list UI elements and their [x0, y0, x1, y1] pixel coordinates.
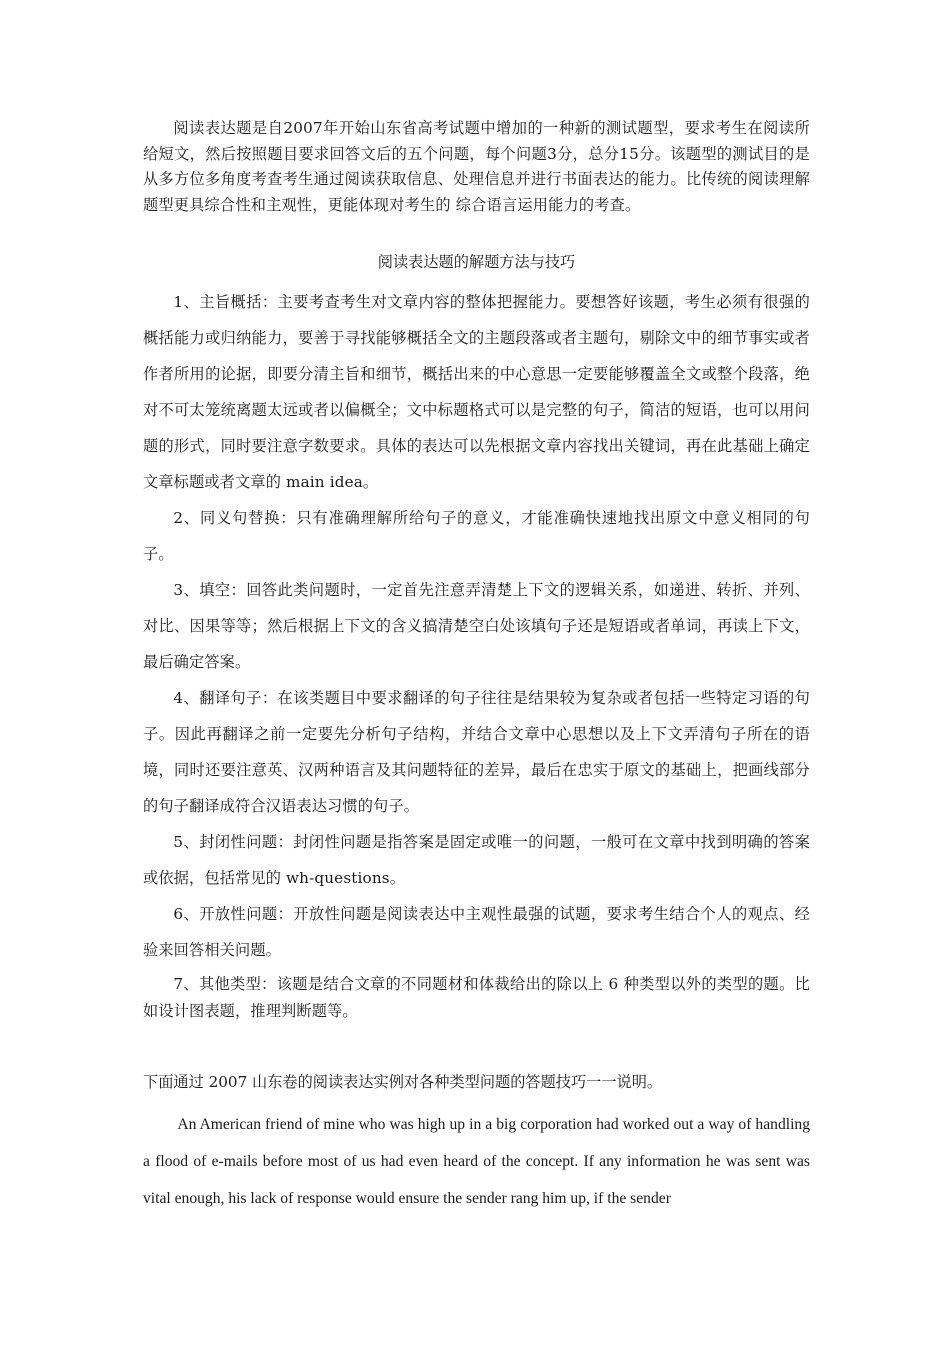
english-passage: An American friend of mine who was high up in a big corporation had worked out a way of handling a flood of e-mails before most of us had even heard of the concept. If any information he was sent was vital enough, his lack of response would ensure the sender rang him up, if the sender: [143, 1116, 810, 1207]
transition-sentence: 下面通过 2007 山东卷的阅读表达实例对各种类型问题的答题技巧一一说明。: [143, 1073, 663, 1091]
intro-paragraph: 阅读表达题是自2007年开始山东省高考试题中增加的一种新的测试题型，要求考生在阅读所给短文，然后按照题目要求回答文后的五个问题，每个问题3分，总分15分。该题型的测试目的是从多方位多角度考查考生通过阅读获取信息、处理信息并进行书面表达的能力。比传统的阅读理解题型更具综合性和主观性，更能体现对考生的 综合语言运用能力的考查。: [143, 119, 810, 214]
methods-list: [143, 284, 810, 1025]
method-other-types: 7、其他类型：该题是结合文章的不同题材和体裁给出的除以上 6 种类型以外的类型的题。比如设计图表题，推理判断题等。: [143, 975, 810, 1020]
method-main-idea: 1、主旨概括：主要考查考生对文章内容的整体把握能力。要想答好该题，考生必须有很强的概括能力或归纳能力，要善于寻找能够概括全文的主题段落或者主题句，剔除文中的细节事实或者作者所用的论据，即要分清主旨和细节，概括出来的中心意思一定要能够覆盖全文或整个段落，绝对不可太笼统离题太远或者以偏概全；文中标题格式可以是完整的句子，简洁的短语，也可以用问题的形式，同时要注意字数要求。具体的表达可以先根据文章内容找出关键词，再在此基础上确定文章标题或者文章的 main idea。: [143, 293, 810, 491]
method-synonym-replacement: 2、同义句替换：只有准确理解所给句子的意义，才能准确快速地找出原文中意义相同的句子。: [143, 509, 810, 563]
section-heading: 阅读表达题的解题方法与技巧: [377, 253, 576, 271]
method-open-question: 6、开放性问题：开放性问题是阅读表达中主观性最强的试题，要求考生结合个人的观点、经验来回答相关问题。: [143, 905, 810, 959]
method-translation: 4、翻译句子：在该类题目中要求翻译的句子往往是结果较为复杂或者包括一些特定习语的句子。因此再翻译之前一定要先分析句子结构，并结合文章中心思想以及上下文弄清句子所在的语境，同时还要注意英、汉两种语言及其问题特征的差异，最后在忠实于原文的基础上，把画线部分的句子翻译成符合汉语表达习惯的句子。: [143, 689, 810, 815]
method-fill-in: 3、填空：回答此类问题时，一定首先注意弄清楚上下文的逻辑关系，如递进、转折、并列、对比、因果等等；然后根据上下文的含义搞清楚空白处该填句子还是短语或者单词，再读上下文，最后确定答案。: [143, 581, 810, 671]
method-closed-question: 5、封闭性问题：封闭性问题是指答案是固定或唯一的问题，一般可在文章中找到明确的答案或依据，包括常见的 wh-questions。: [143, 833, 810, 887]
